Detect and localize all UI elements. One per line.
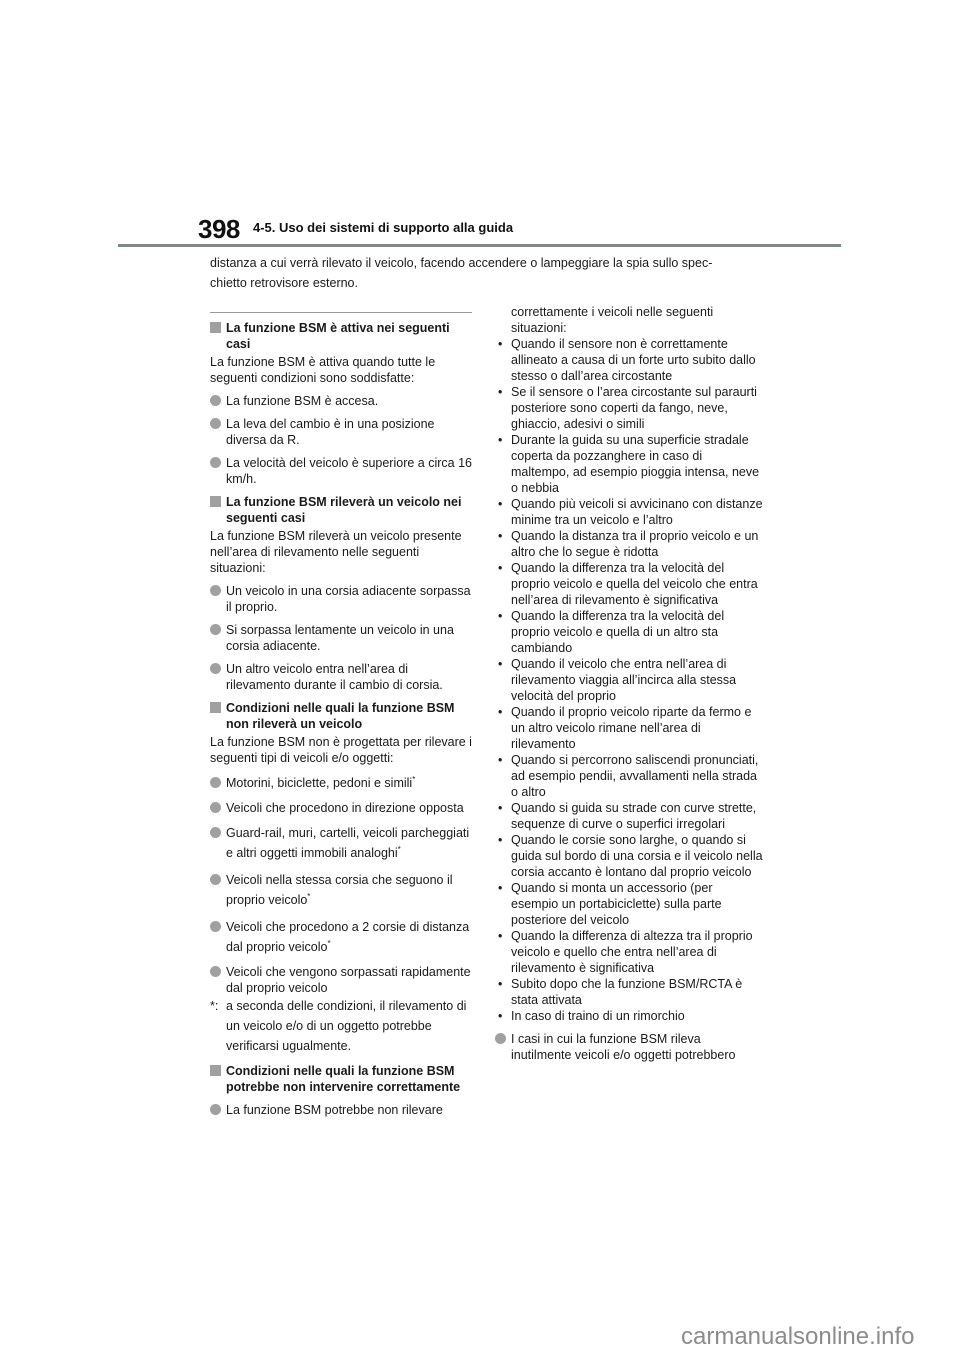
header-divider bbox=[118, 244, 841, 247]
intro-paragraph bbox=[210, 253, 770, 293]
section-heading: La funzione BSM è attiva nei seguenti casi bbox=[210, 320, 472, 352]
list-item: • Quando il veicolo che entra nell’area di rilevamento viaggia all’incirca alla stessa velocità del proprio bbox=[498, 657, 737, 703]
dot-bullet-icon: • bbox=[498, 881, 503, 895]
list-item: Un veicolo in una corsia adiacente sorpassa il proprio. bbox=[210, 583, 472, 615]
dot-bullet-icon: • bbox=[498, 497, 503, 511]
list-item: I casi in cui la funzione BSM rileva inutilmente veicoli e/o oggetti potrebbero bbox=[495, 1031, 763, 1063]
list-item: • Quando il proprio veicolo riparte da fermo e un altro veicolo rimane nell’area di rilevamento bbox=[498, 705, 752, 751]
circle-bullet-icon bbox=[210, 802, 221, 813]
intro-line: chietto retrovisore esterno. bbox=[210, 276, 358, 290]
dot-bullet-icon: • bbox=[498, 1009, 503, 1023]
asterisk-marker: * bbox=[327, 938, 331, 948]
list-item: La velocità del veicolo è superiore a circa 16 km/h. bbox=[210, 455, 472, 487]
list-item: • In caso di traino di un rimorchio bbox=[498, 1009, 685, 1023]
section-heading: Condizioni nelle quali la funzione BSM potrebbe non intervenire correttamente bbox=[210, 1063, 472, 1095]
section-body: La funzione BSM rileverà un veicolo presente nell’area di rilevamento nelle seguenti situazioni: bbox=[210, 529, 462, 575]
dot-bullet-icon: • bbox=[498, 753, 503, 767]
circle-bullet-icon bbox=[210, 1104, 221, 1115]
asterisk-marker: * bbox=[307, 891, 311, 901]
list-item: • Quando la differenza di altezza tra il proprio veicolo e quello che entra nell’area di rilevamento è significativa bbox=[498, 929, 753, 975]
circle-bullet-icon bbox=[210, 457, 221, 468]
circle-bullet-icon bbox=[210, 395, 221, 406]
list-item: • Durante la guida su una superficie stradale coperta da pozzanghere in caso di maltempo, ad esempio pioggia intensa, neve o nebbia bbox=[498, 433, 760, 495]
list-item: Veicoli che vengono sorpassati rapidamente dal proprio veicolo bbox=[210, 964, 472, 996]
list-item: • Quando si monta un accessorio (per esempio un portabiciclette) sulla parte posteriore del veicolo bbox=[498, 881, 722, 927]
list-item: • Subito dopo che la funzione BSM/RCTA è stata attivata bbox=[498, 977, 743, 1007]
list-item: • Quando il sensore non è correttamente allineato a causa di un forte urto subito dallo stesso o dall’area circostante bbox=[498, 337, 756, 383]
list-item: • Quando la distanza tra il proprio veicolo e un altro che lo segue è ridotta bbox=[498, 529, 759, 559]
list-item: Veicoli che procedono in direzione opposta bbox=[210, 800, 472, 816]
circle-bullet-icon bbox=[210, 921, 221, 932]
dot-bullet-icon: • bbox=[498, 609, 503, 623]
list-item: Si sorpassa lentamente un veicolo in una corsia adiacente. bbox=[210, 622, 472, 654]
section-heading: Condizioni nelle quali la funzione BSM non rileverà un veicolo bbox=[210, 700, 472, 732]
dot-bullet-icon: • bbox=[498, 529, 503, 543]
section-body: La funzione BSM non è progettata per rilevare i seguenti tipi di veicoli e/o oggetti: bbox=[210, 735, 472, 765]
dot-bullet-icon: • bbox=[498, 433, 503, 447]
dot-bullet-icon: • bbox=[498, 561, 503, 575]
circle-bullet-icon bbox=[210, 874, 221, 885]
left-column bbox=[210, 312, 472, 1118]
right-column bbox=[495, 304, 763, 1063]
page-number: 398 bbox=[198, 214, 240, 244]
list-item: Motorini, biciclette, pedoni e simili* bbox=[210, 773, 472, 793]
section-body: La funzione BSM è attiva quando tutte le seguenti condizioni sono soddisfatte: bbox=[210, 355, 436, 385]
circle-bullet-icon bbox=[495, 1033, 506, 1044]
footnote: *: a seconda delle condizioni, il rilevamento di un veicolo e/o di un oggetto potrebbe verificarsi ugualmente. bbox=[210, 996, 472, 1056]
list-item: • Quando si percorrono saliscendi pronunciati, ad esempio pendii, avvallamenti nella strada o altro bbox=[498, 753, 759, 799]
list-item: Veicoli nella stessa corsia che seguono il proprio veicolo* bbox=[210, 870, 472, 910]
chapter-title: 4-5. Uso dei sistemi di supporto alla guida bbox=[253, 220, 514, 235]
list-item: La funzione BSM è accesa. bbox=[210, 393, 472, 409]
section-heading: La funzione BSM rileverà un veicolo nei seguenti casi bbox=[210, 494, 472, 526]
dot-bullet-icon: • bbox=[498, 833, 503, 847]
asterisk-marker: * bbox=[412, 774, 416, 784]
square-bullet-icon bbox=[210, 702, 221, 713]
list-item: • Quando la differenza tra la velocità del proprio veicolo e quella del veicolo che entra nell’area di rilevamento è significativa bbox=[498, 561, 758, 607]
intro-line: distanza a cui verrà rilevato il veicolo, facendo accendere o lampeggiare la spia sullo spec- bbox=[210, 256, 713, 270]
square-bullet-icon bbox=[210, 496, 221, 507]
dot-bullet-icon: • bbox=[498, 929, 503, 943]
square-bullet-icon bbox=[210, 322, 221, 333]
circle-bullet-icon bbox=[210, 777, 221, 788]
dot-bullet-icon: • bbox=[498, 801, 503, 815]
dot-bullet-icon: • bbox=[498, 657, 503, 671]
dot-bullet-icon: • bbox=[498, 977, 503, 991]
list-item: La leva del cambio è in una posizione diversa da R. bbox=[210, 416, 472, 448]
footnote-mark: *: bbox=[210, 999, 219, 1013]
list-item: • Quando più veicoli si avvicinano con distanze minime tra un veicolo e l’altro bbox=[498, 497, 763, 527]
list-item: Guard-rail, muri, cartelli, veicoli parcheggiati e altri oggetti immobili analoghi* bbox=[210, 823, 472, 863]
dot-bullet-icon: • bbox=[498, 705, 503, 719]
section-divider bbox=[210, 312, 472, 313]
dot-bullet-icon: • bbox=[498, 337, 503, 351]
list-item: • Se il sensore o l’area circostante sul paraurti posteriore sono coperti da fango, neve, ghiaccio, adesivi o simili bbox=[498, 385, 757, 431]
square-bullet-icon bbox=[210, 1065, 221, 1076]
list-item: Un altro veicolo entra nell’area di rilevamento durante il cambio di corsia. bbox=[210, 661, 472, 693]
circle-bullet-icon bbox=[210, 663, 221, 674]
watermark: carmanualsonline.info bbox=[681, 1323, 915, 1350]
list-item: • Quando la differenza tra la velocità del proprio veicolo e quella di un altro sta cambiando bbox=[498, 609, 725, 655]
list-item: Veicoli che procedono a 2 corsie di distanza dal proprio veicolo* bbox=[210, 917, 472, 957]
list-item: • Quando si guida su strade con curve strette, sequenze di curve o superfici irregolari bbox=[498, 801, 757, 831]
circle-bullet-icon bbox=[210, 624, 221, 635]
dot-bullet-icon: • bbox=[498, 385, 503, 399]
circle-bullet-icon bbox=[210, 827, 221, 838]
circle-bullet-icon bbox=[210, 585, 221, 596]
continuation-text: correttamente i veicoli nelle seguenti situazioni: bbox=[511, 305, 714, 335]
circle-bullet-icon bbox=[210, 966, 221, 977]
circle-bullet-icon bbox=[210, 418, 221, 429]
list-item: La funzione BSM potrebbe non rilevare bbox=[210, 1102, 472, 1118]
list-item: • Quando le corsie sono larghe, o quando si guida sul bordo di una corsia e il veicolo nella corsia accanto è lontano dal proprio veicolo bbox=[498, 833, 763, 879]
asterisk-marker: * bbox=[397, 844, 401, 854]
